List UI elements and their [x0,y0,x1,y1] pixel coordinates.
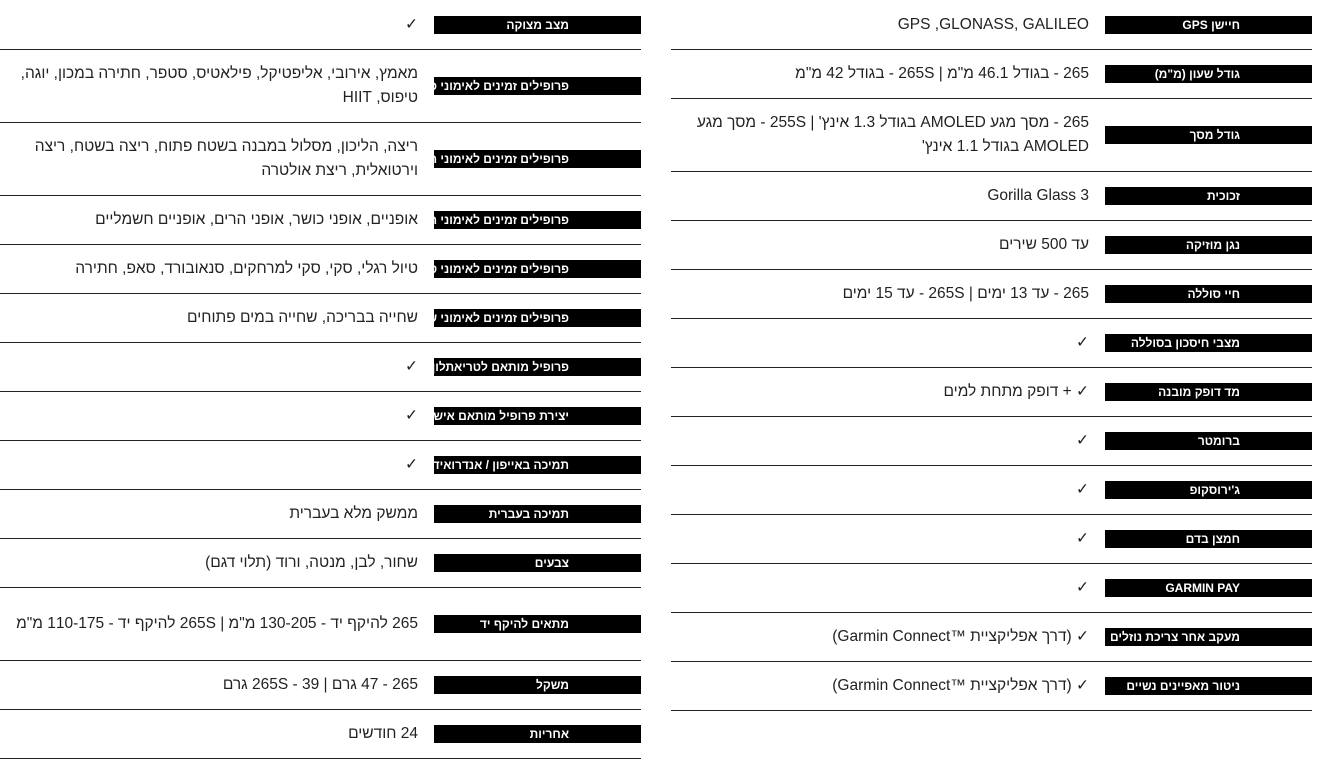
spec-row-watch-size [671,50,1312,99]
spec-row-gym-profiles [0,50,641,123]
spec-value: 265 - עד 13 ימים | 265S - עד 15 ימים [842,285,1089,302]
spec-row-custom-profile [0,392,641,441]
spec-value: ✓ [405,407,418,424]
spec-label: חמצן בדם [1105,530,1312,548]
spec-label: מצבי חיסכון בסוללה [1105,334,1312,352]
spec-value: ✓ [1076,334,1089,351]
spec-label: מד דופק מובנה [1105,383,1312,401]
spec-value: ✓ [405,358,418,375]
spec-value: ✓ [1076,481,1089,498]
spec-row-outdoor-profiles [0,245,641,294]
spec-row-sos [0,0,641,50]
spec-label: ג'ירוסקופ [1105,481,1312,499]
spec-label: ניטור מאפיינים נשיים [1105,677,1312,695]
spec-label: חיישן GPS [1105,16,1312,34]
spec-label: פרופילים זמינים לאימוני שחייה [434,309,641,327]
spec-value: שחייה בבריכה, שחייה במים פתוחים [187,309,418,326]
spec-row-screen-size [671,99,1312,172]
spec-label: פרופילים זמינים לאימוני רכיבה [434,211,641,229]
spec-value: ✓ (דרך אפליקציית ™Garmin Connect) [832,628,1089,645]
spec-row-gps [671,0,1312,50]
spec-row-wrist-size [0,588,641,661]
spec-label: יצירת פרופיל מותאם אישית [434,407,641,425]
spec-row-battery-saver [671,319,1312,368]
spec-value: 265 - בגודל 46.1 מ"מ | 265S - בגודל 42 מ"מ [795,65,1089,82]
spec-value: GPS ,GLONASS, GALILEO [897,15,1089,33]
spec-label: מתאים להיקף יד [434,615,641,633]
spec-label: צבעים [434,554,641,572]
spec-value: ריצה, הליכון, מסלול במבנה בשטח פתוח, ריצה בשטח, ריצה וירטואלית, ריצת אולטרה [34,138,418,179]
spec-label: פרופילים זמינים לאימוני ריצה [434,150,641,168]
spec-value: טיול רגלי, סקי, סקי למרחקים, סנאובורד, סאפ, חתירה [75,260,418,277]
spec-value: מאמץ, אירובי, אליפטיקל, פילאטיס, סטפר, חתירה במכון, יוגה, טיפוס, HIIT [20,65,418,106]
spec-row-music [671,221,1312,270]
spec-row-colors [0,539,641,588]
specs-table-right [671,0,1312,711]
spec-label: חיי סוללה [1105,285,1312,303]
spec-row-warranty [0,710,641,759]
spec-row-battery [671,270,1312,319]
spec-value: אופניים, אופני כושר, אופני הרים, אופניים חשמליים [95,211,418,228]
spec-row-blood-oxygen [671,515,1312,564]
spec-row-hebrew [0,490,641,539]
spec-value: עד 500 שירים [999,236,1089,253]
spec-value: ✓ [1076,579,1089,596]
spec-label: פרופילים זמינים לאימוני טבע ושונות [434,260,641,278]
spec-value: ממשק מלא בעברית [289,505,418,522]
spec-value: ✓ [1076,530,1089,547]
spec-label: תמיכה בעברית [434,505,641,523]
spec-label: פרופילים זמינים לאימוני כושר וחדר כושר [434,77,641,95]
spec-value: ✓ (דרך אפליקציית ™Garmin Connect) [832,677,1089,694]
spec-label: מעקב אחר צריכת נוזלים [1105,628,1312,646]
spec-row-womens-health [671,662,1312,711]
spec-label: גודל שעון (מ"מ) [1105,65,1312,83]
spec-value: שחור, לבן, מנטה, ורוד (תלוי דגם) [205,554,418,571]
spec-label: גודל מסך [1105,126,1312,144]
spec-label: אחריות [434,725,641,743]
spec-row-running-profiles [0,123,641,196]
spec-value: 265 - מסך מגע AMOLED בגודל 1.3 אינץ' | 255S - מסך מגע AMOLED בגודל 1.1 אינץ' [696,114,1089,155]
spec-label: תמיכה באייפון / אנדרואיד [434,456,641,474]
spec-row-triathlon [0,343,641,392]
spec-label: ברומטר [1105,432,1312,450]
spec-value: ✓ [1076,432,1089,449]
spec-row-phone-support [0,441,641,490]
spec-value: 24 חודשים [348,725,418,742]
spec-label: נגן מוזיקה [1105,236,1312,254]
spec-label: מצב מצוקה [434,16,641,34]
specs-table-left [0,0,641,759]
spec-value: ✓ + דופק מתחת למים [943,383,1089,400]
spec-label: GARMIN PAY [1105,579,1312,597]
spec-row-heart-rate [671,368,1312,417]
spec-row-cycling-profiles [0,196,641,245]
spec-value: ✓ [405,456,418,473]
spec-row-hydration [671,613,1312,662]
spec-row-swim-profiles [0,294,641,343]
spec-value: Gorilla Glass 3 [987,187,1089,204]
spec-label: משקל [434,676,641,694]
spec-row-glass [671,172,1312,221]
spec-label: פרופיל מותאם לטריאתלון [434,358,641,376]
spec-row-garmin-pay [671,564,1312,613]
spec-label: זכוכית [1105,187,1312,205]
spec-row-gyroscope [671,466,1312,515]
spec-row-weight [0,661,641,710]
spec-value: ✓ [405,15,418,33]
spec-value: 265 להיקף יד - 130-205 מ"מ | 265S להיקף יד - 110-175 מ"מ [16,615,418,632]
spec-value: 265 - 47 גרם | 39 - 265S גרם [222,676,418,693]
spec-row-barometer [671,417,1312,466]
